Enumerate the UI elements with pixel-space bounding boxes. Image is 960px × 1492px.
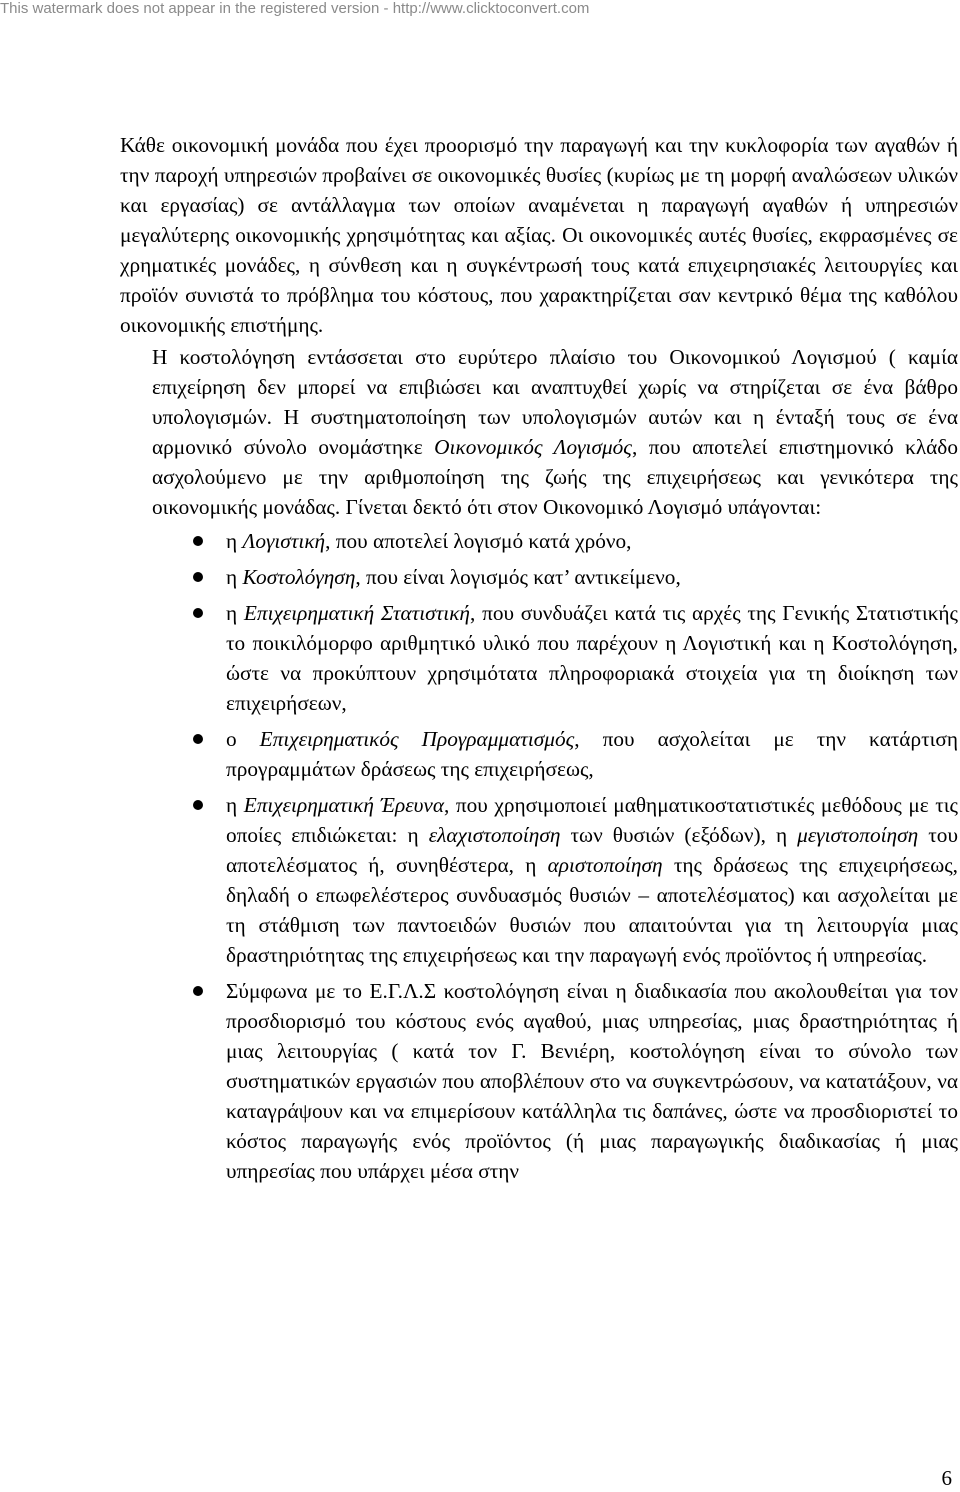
bullet-icon	[193, 608, 203, 618]
list-item-italic: αριστοποίηση	[547, 853, 663, 877]
list-item-italic: Επιχειρηματική Στατιστική	[243, 601, 470, 625]
list-item	[226, 562, 958, 592]
bullet-list	[120, 526, 958, 1186]
document-body	[120, 130, 958, 1192]
list-item-text: , που χρησιμοποιεί μαθηματικοστατιστικές μεθόδους με τις οποίες επιδιώκεται: η	[226, 793, 958, 847]
list-item-italic: ελαχιστοποίηση	[428, 823, 561, 847]
list-item-italic: Επιχειρηματική Έρευνα	[243, 793, 445, 817]
paragraph-costing-text-1: Η κοστολόγηση εντάσσεται στο ευρύτερο πλαίσιο του Οικονομικού Λογισμού ( καμία επιχείρηση δεν μπορεί να επιβιώσει και αναπτυχθεί χωρίς να στηρίζεται σε ένα βάθρο υπολογισμών. Η συστηματοποίηση των υπολογισμών αυτών και η ένταξή τους σε ένα αρμονικό σύνολο ονομάστηκε	[152, 345, 958, 459]
list-item-text: η	[226, 793, 244, 817]
list-item-text: η	[226, 565, 243, 589]
list-item-text: Σύμφωνα με το Ε.Γ.Λ.Σ κοστολόγηση είναι η διαδικασία που ακολουθείται για τον προσδιορισμό του κόστους ενός αγαθού, μιας υπηρεσίας, μιας δραστηριότητας ή μιας λειτουργίας ( κατά τον Γ. Βενιέρη, κοστολόγηση είναι το σύνολο των συστηματικών εργασιών που αποβλέπουν στο να συγκεντρώσουν, να κατατάξουν, να καταγράψουν και να επιμερίσουν κατάλληλα τις δαπάνες, ώστε να προσδιοριστεί το κόστος παραγωγής ενός προϊόντος (ή μιας παραγωγικής διαδικασίας ή μιας υπηρεσίας που υπάρχει μέσα στην	[226, 979, 958, 1183]
list-item-text: , που ασχολείται με την κατάρτιση προγραμμάτων δράσεως της επιχειρήσεως,	[226, 727, 958, 781]
list-item	[226, 790, 958, 970]
paragraph-costing-text-2: , που αποτελεί επιστημονικό κλάδο ασχολούμενο με την αριθμοποίηση της ζωής της επιχειρήσεως και γενικότερα της οικονομικής μονάδας. Γίνεται δεκτό ότι στον Οικονομικό Λογισμό υπάγονται:	[152, 435, 958, 519]
list-item-italic: μεγιστοποίηση	[797, 823, 919, 847]
list-item-text: του αποτελέσματος ή, συνηθέστερα, η	[226, 823, 958, 877]
paragraph-intro-text: Κάθε οικονομική μονάδα που έχει προορισμό την παραγωγή και την κυκλοφορία των αγαθών ή την παροχή υπηρεσιών προβαίνει σε οικονομικές θυσίες (κυρίως με τη μορφή αναλώσεων υλικών και εργασίας) σε αντάλλαγμα των οποίων αναμένεται η παραγωγή αγαθών ή υπηρεσιών μεγαλύτερης οικονομικής χρησιμότητας και αξίας. Οι οικονομικές αυτές θυσίες, εκφρασμένες σε χρηματικές μονάδες, η σύνθεση και η συγκέντρωσή τους κατά επιχειρησιακές λειτουργίες και προϊόν συνιστά το πρόβλημα του κόστους, που χαρακτηρίζεται σαν κεντρικό θέμα της καθόλου οικονομικής επιστήμης.	[120, 133, 958, 337]
list-item-text: η	[226, 529, 243, 553]
list-item-text: της δράσεως της επιχειρήσεως, δηλαδή ο επωφελέστερος συνδυασμός θυσιών – αποτελέσματος) και ασχολείται με τη στάθμιση των παντοειδών θυσιών που απαιτούνται για τη λειτουργία μιας δραστηριότητας της επιχειρήσεως και την παραγωγή ενός προϊόντος ή υπηρεσίας.	[226, 853, 958, 967]
list-item	[226, 976, 958, 1186]
list-item-text: , που συνδυάζει κατά τις αρχές της Γενικής Στατιστικής το ποικιλόμορφο αριθμητικό υλικό που παρέχουν η Λογιστική και η Κοστολόγηση, ώστε να προκύπτουν χρησιμότατα πληροφοριακά στοιχεία για τη διοίκηση των επιχειρήσεων,	[226, 601, 958, 715]
list-item-text: των θυσιών (εξόδων), η	[560, 823, 798, 847]
bullet-icon	[193, 800, 203, 810]
paragraph-costing	[120, 342, 958, 522]
list-item-italic: Λογιστική	[242, 529, 326, 553]
bullet-icon	[193, 536, 203, 546]
list-item-text: η	[226, 601, 244, 625]
bullet-icon	[193, 572, 203, 582]
page-number: 6	[941, 1466, 952, 1490]
list-item-italic: Επιχειρηματικός Προγραμματισμός	[259, 727, 575, 751]
watermark-banner	[0, 0, 589, 17]
list-item-italic: Κοστολόγηση	[242, 565, 356, 589]
list-item	[226, 724, 958, 784]
watermark-text: This watermark does not appear in the registered version -	[0, 0, 393, 17]
list-item	[226, 598, 958, 718]
list-item	[226, 526, 958, 556]
watermark-link[interactable]: http://www.clicktoconvert.com	[392, 0, 590, 17]
list-item-text: ο	[226, 727, 260, 751]
list-item-text: , που αποτελεί λογισμό κατά χρόνο,	[325, 529, 632, 553]
bullet-icon	[193, 734, 203, 744]
paragraph-intro	[120, 130, 958, 340]
list-item-text: , που είναι λογισμός κατ’ αντικείμενο,	[355, 565, 681, 589]
bullet-icon	[193, 986, 203, 996]
paragraph-costing-italic: Οικονομικός Λογισμός	[434, 435, 632, 459]
